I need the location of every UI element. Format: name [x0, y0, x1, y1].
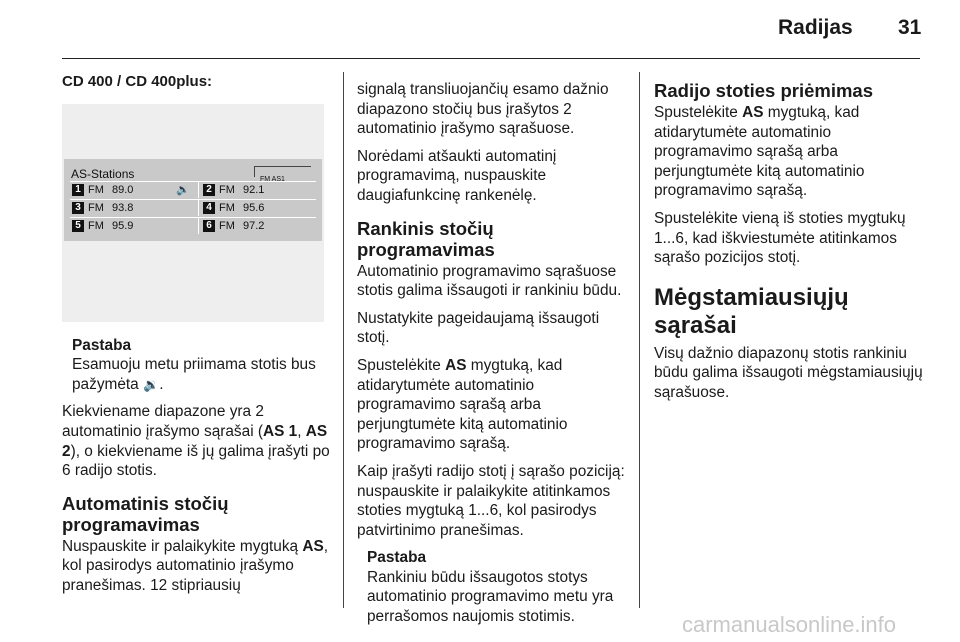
preset-band: FM [88, 201, 104, 214]
preset-frequency: 95.6 [243, 201, 265, 214]
text: Spustelėkite [357, 356, 446, 374]
preset-band: FM [88, 219, 104, 232]
preset-number: 4 [203, 202, 215, 214]
preset-frequency: 93.8 [112, 201, 134, 214]
column-divider [639, 72, 640, 608]
preset-frequency: 95.9 [112, 219, 134, 232]
paragraph: Norėdami atšaukti automatinį programavimą, nuspauskite daugiafunkcinę rankenėlę. [357, 147, 557, 204]
speaker-icon: 🔉 [176, 183, 190, 196]
section-heading: Automatinis stočių programavimas [62, 492, 229, 535]
column-1 [62, 72, 332, 596]
preset-row [70, 181, 316, 198]
preset-number: 6 [203, 220, 215, 232]
speaker-icon: 🔉 [143, 376, 160, 392]
preset-number: 2 [203, 184, 215, 196]
station-list-title: AS-Stations [71, 166, 135, 181]
page-number: 31 [898, 16, 922, 39]
note-text-end: . [159, 375, 164, 393]
column-divider [343, 72, 344, 608]
note-box [72, 336, 332, 395]
text: Nuspauskite ir palaikykite mygtuką [62, 537, 303, 555]
preset-number: 5 [72, 220, 84, 232]
text: Kiekviename diapazone yra 2 automatinio įrašymo sąrašai ( [62, 403, 264, 440]
text: , kol pasirodys automatinio įrašymo pranešimas. 12 stipriausių [62, 537, 329, 594]
preset-band: FM [219, 183, 235, 196]
note-text: Rankiniu būdu išsaugotos stotys automatinio programavimo metu yra perrašomos naujomis stotimis. [367, 568, 614, 626]
note-title: Pastaba [367, 549, 427, 567]
text: mygtuką, kad atidarytumėte automatinio programavimo sąrašą arba perjungtumėte kitą automatinio programavimo sąrašą. [654, 104, 865, 200]
preset-frequency: 97.2 [243, 219, 265, 232]
note-title: Pastaba [72, 336, 132, 354]
paragraph: Nustatykite pageidaujamą išsaugoti stotį. [357, 309, 600, 347]
note-box [367, 548, 629, 626]
text: Spustelėkite [654, 104, 743, 121]
preset-number: 1 [72, 184, 84, 196]
as-label: AS [302, 537, 324, 555]
as1-label: AS 1 [263, 422, 298, 440]
preset-3 [70, 200, 194, 216]
column-2 [357, 80, 629, 635]
as2-label: AS 2 [62, 422, 328, 460]
section-heading: Rankinis stočių programavimas [357, 217, 495, 260]
text: , [297, 422, 306, 440]
preset-band: FM [88, 183, 104, 196]
preset-4 [198, 200, 317, 216]
paragraph [62, 402, 332, 480]
preset-1 [70, 182, 194, 198]
preset-number: 3 [72, 202, 84, 214]
header-rule [62, 58, 920, 59]
preset-2 [198, 182, 317, 198]
text: ), o kiekviename iš jų galima įrašyti po 6 radijo stotis. [62, 442, 330, 480]
paragraph: Visų dažnio diapazonų stotis rankiniu būdu galima išsaugoti mėgstamiausiųjų sąrašuose. [654, 344, 923, 401]
paragraph [654, 103, 924, 201]
column-3 [654, 80, 924, 403]
preset-band: FM [219, 219, 235, 232]
as-label: AS [742, 104, 764, 121]
paragraph [357, 356, 629, 454]
preset-row [70, 217, 316, 234]
paragraph: Automatinio programavimo sąrašuose stotis galima išsaugoti ir rankiniu būdu. [357, 262, 622, 300]
preset-band: FM [219, 201, 235, 214]
paragraph: signalą transliuojančių esamo dažnio diapazono stočių bus įrašytos 2 automatinio įrašymo sąrašuose. [357, 81, 609, 138]
paragraph [62, 537, 332, 596]
paragraph: Spustelėkite vieną iš stoties mygtukų 1...6, kad iškviestumėte atitinkamos sąrašo pozicijos stotį. [654, 209, 906, 267]
page-header [0, 0, 960, 60]
watermark: carmanualsonline.info [682, 612, 897, 637]
as-label: AS [445, 356, 467, 374]
paragraph: Kaip įrašyti radijo stotį į sąrašo poziciją: nuspauskite ir palaikykite atitinkamos stoties mygtuką 1...6, kol pasirodys patvirtinimo pranešimas. [357, 462, 625, 539]
preset-6 [198, 218, 317, 234]
preset-row [70, 199, 316, 216]
preset-5 [70, 218, 194, 234]
figure-caption: CD 400 / CD 400plus: [62, 73, 213, 90]
page-title: Radijas [778, 16, 853, 39]
preset-frequency: 92.1 [243, 183, 265, 196]
section-heading: Radijo stoties priėmimas [654, 80, 873, 101]
list-tag: FM AS1 [260, 175, 285, 183]
radio-screen [64, 159, 322, 241]
text: mygtuką, kad atidarytumėte automatinio programavimo sąrašą arba perjungtumėte kitą automatinio programavimo sąrašą. [357, 356, 568, 453]
preset-frequency: 89.0 [112, 183, 134, 196]
note-text: Esamuoju metu priimama stotis bus pažymėta [72, 356, 316, 393]
section-heading: Mėgstamiausiųjų sąrašai [654, 283, 849, 339]
radio-display-figure [62, 104, 324, 322]
